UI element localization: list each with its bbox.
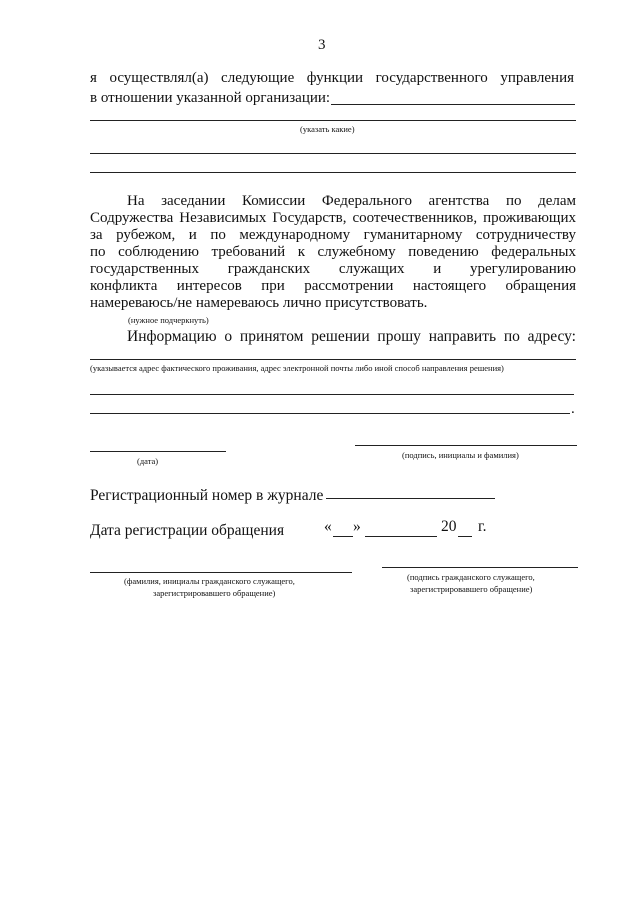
commission-last-line: намереваюсь/не намереваюсь лично присутствовать.	[90, 295, 428, 311]
registration-day-field[interactable]	[333, 536, 353, 537]
functions-field-line-2[interactable]	[90, 120, 576, 121]
year-suffix: г.	[478, 518, 487, 535]
registration-month-field[interactable]	[365, 536, 437, 537]
commission-line-1: На заседании Комиссии Федерального агентства по делам	[127, 193, 576, 209]
intro-line-1: я осуществлял(а) следующие функции государственного управления	[90, 70, 574, 86]
date-quote-open: «	[324, 518, 332, 535]
registrar-signature-hint-1: (подпись гражданского служащего,	[407, 572, 535, 582]
functions-field-line-3[interactable]	[90, 153, 576, 154]
registrar-signature-field[interactable]	[382, 567, 578, 568]
address-field-line-1[interactable]	[90, 359, 576, 360]
commission-line-3: за рубежом, и по международному гуманитарному сотрудничеству	[90, 227, 576, 243]
date-field-line[interactable]	[90, 451, 226, 452]
registration-date-label: Дата регистрации обращения	[90, 522, 285, 539]
functions-field-line-4[interactable]	[90, 172, 576, 173]
functions-hint: (указать какие)	[300, 124, 355, 134]
registrar-signature-hint-2: зарегистрировавшего обращение)	[410, 584, 533, 594]
commission-line-4: по соблюдению требований к служебному поведению федеральных	[90, 244, 576, 260]
registration-number-field[interactable]	[326, 498, 495, 499]
address-field-line-2[interactable]	[90, 394, 574, 395]
registrar-name-hint-1: (фамилия, инициалы гражданского служащего,	[124, 576, 295, 586]
signature-field-line[interactable]	[355, 445, 577, 446]
date-quote-close: »	[353, 518, 361, 535]
registrar-name-hint-2: зарегистрировавшего обращение)	[153, 588, 276, 598]
date-hint: (дата)	[137, 456, 159, 466]
address-field-line-3[interactable]	[90, 413, 570, 414]
registrar-name-field[interactable]	[90, 572, 352, 573]
commission-line-6: конфликта интересов при рассмотрении настоящего обращения	[90, 278, 576, 294]
year-prefix: 20	[441, 518, 457, 535]
address-hint: (указывается адрес фактического проживания, адрес электронной почты либо иной способ направления решения)	[90, 363, 504, 373]
commission-line-2: Содружества Независимых Государств, соотечественников, проживающих	[90, 210, 576, 226]
commission-line-5: государственных гражданских служащих и урегулированию	[90, 261, 576, 277]
underline-hint: (нужное подчеркнуть)	[128, 315, 209, 325]
address-end-dot: .	[571, 401, 575, 417]
registration-year-field[interactable]	[458, 536, 472, 537]
registration-number-label: Регистрационный номер в журнале	[90, 487, 324, 504]
address-request: Информацию о принятом решении прошу направить по адресу:	[127, 328, 576, 345]
intro-line-2: в отношении указанной организации:	[90, 90, 331, 106]
page-number: 3	[318, 37, 326, 53]
signature-hint: (подпись, инициалы и фамилия)	[402, 450, 519, 460]
functions-field-line-1[interactable]	[331, 104, 575, 105]
